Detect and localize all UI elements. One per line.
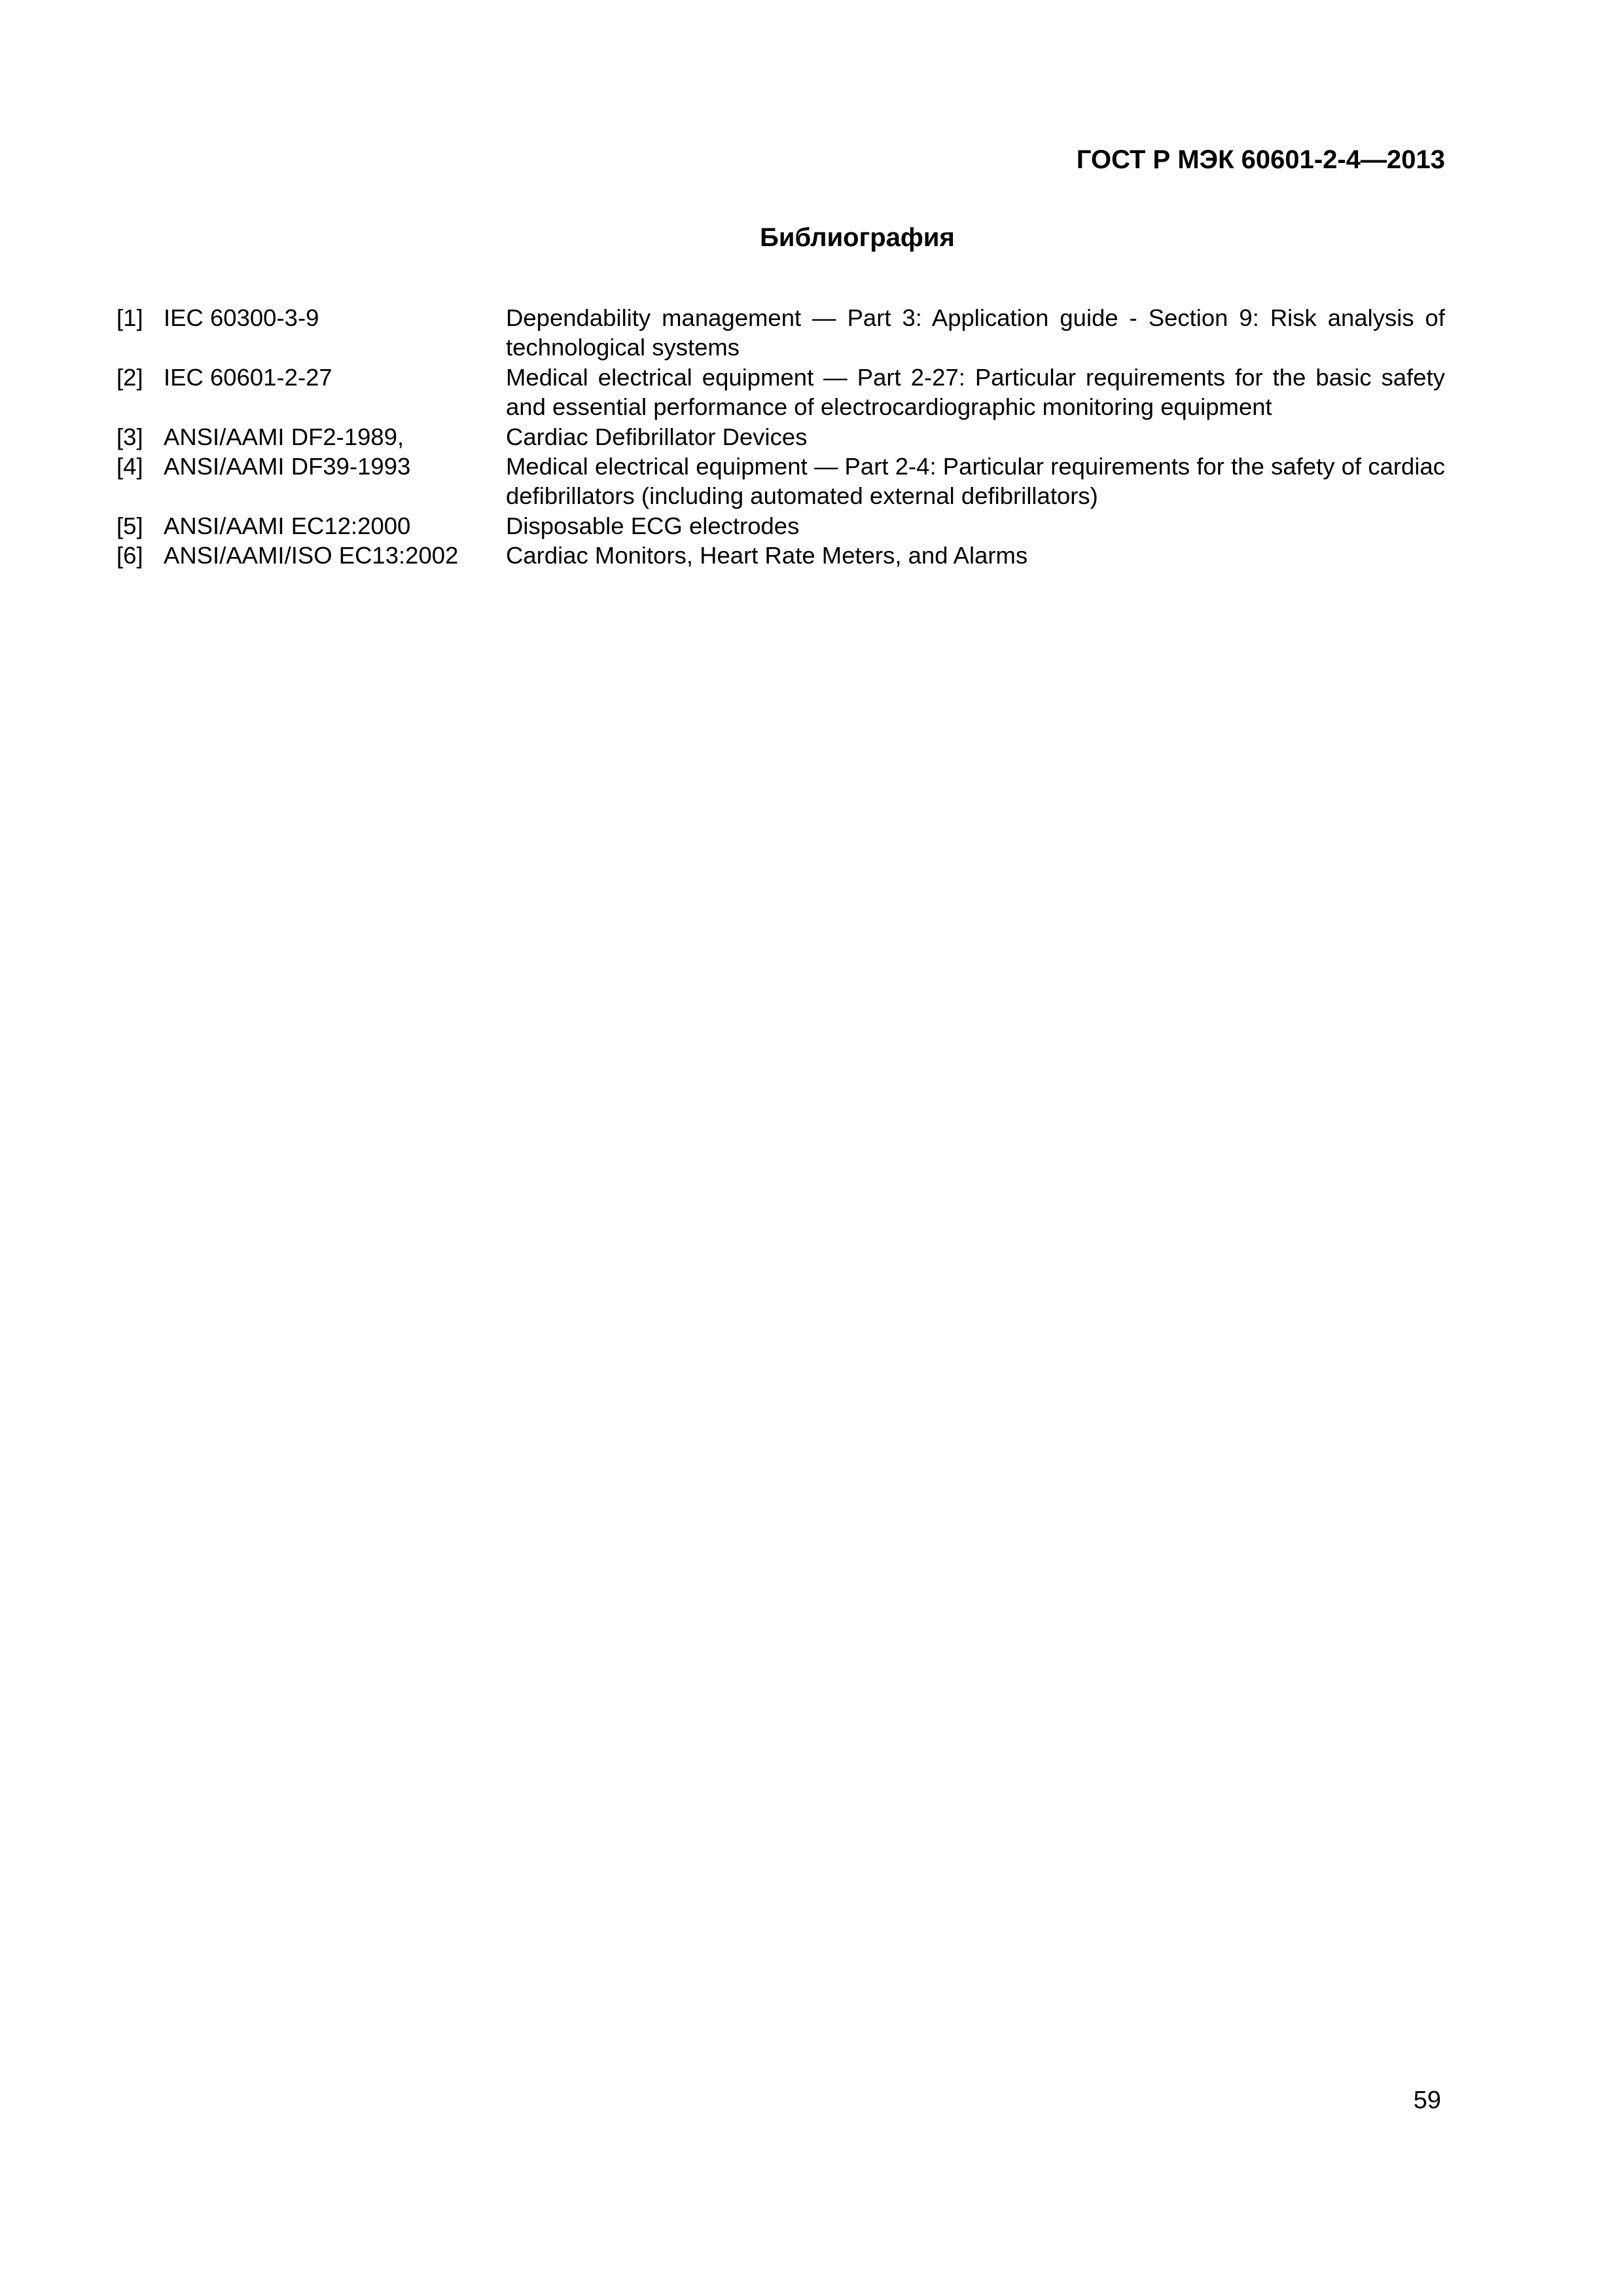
bibliography-entry: [116, 541, 1445, 570]
page-number: 59: [1413, 2087, 1441, 2114]
entry-title: Disposable ECG electrodes: [506, 512, 800, 539]
entry-code: ANSI/AAMI DF39-1993: [164, 453, 411, 480]
entry-number: [4]: [116, 453, 143, 480]
bibliography-entry: [116, 511, 1445, 541]
bibliography-entry: [116, 363, 1445, 422]
entry-code: IEC 60300-3-9: [164, 304, 319, 331]
entry-code: ANSI/AAMI DF2-1989,: [164, 423, 404, 450]
entry-code: ANSI/AAMI/ISO EC13:2002: [164, 542, 459, 569]
entry-number: [1]: [116, 304, 143, 331]
bibliography-list: [116, 303, 1445, 571]
entry-title: Cardiac Monitors, Heart Rate Meters, and Alarms: [506, 542, 1028, 569]
standard-designation: ГОСТ Р МЭК 60601-2-4—2013: [1076, 145, 1445, 174]
entry-number: [3]: [116, 423, 143, 450]
entry-code: IEC 60601-2-27: [164, 363, 332, 391]
bibliography-entry: [116, 422, 1445, 452]
entry-number: [2]: [116, 363, 143, 391]
bibliography-title: Библиография: [760, 223, 955, 252]
bibliography-entry: [116, 452, 1445, 511]
entry-title: Cardiac Defibrillator Devices: [506, 423, 808, 450]
entry-title: Dependability management — Part 3: Application guide - Section 9: Risk analysis of technological systems: [506, 304, 1445, 361]
entry-number: [6]: [116, 542, 143, 569]
entry-title: Medical electrical equipment — Part 2-4: Particular requirements for the safety of cardiac defibrillators (including automated external defibrillators): [506, 453, 1445, 510]
bibliography-entry: [116, 303, 1445, 363]
entry-title: Medical electrical equipment — Part 2-27: Particular requirements for the basic safety and essential performance of electrocardiographic monitoring equipment: [506, 363, 1445, 421]
entry-code: ANSI/AAMI EC12:2000: [164, 512, 411, 539]
entry-number: [5]: [116, 512, 143, 539]
